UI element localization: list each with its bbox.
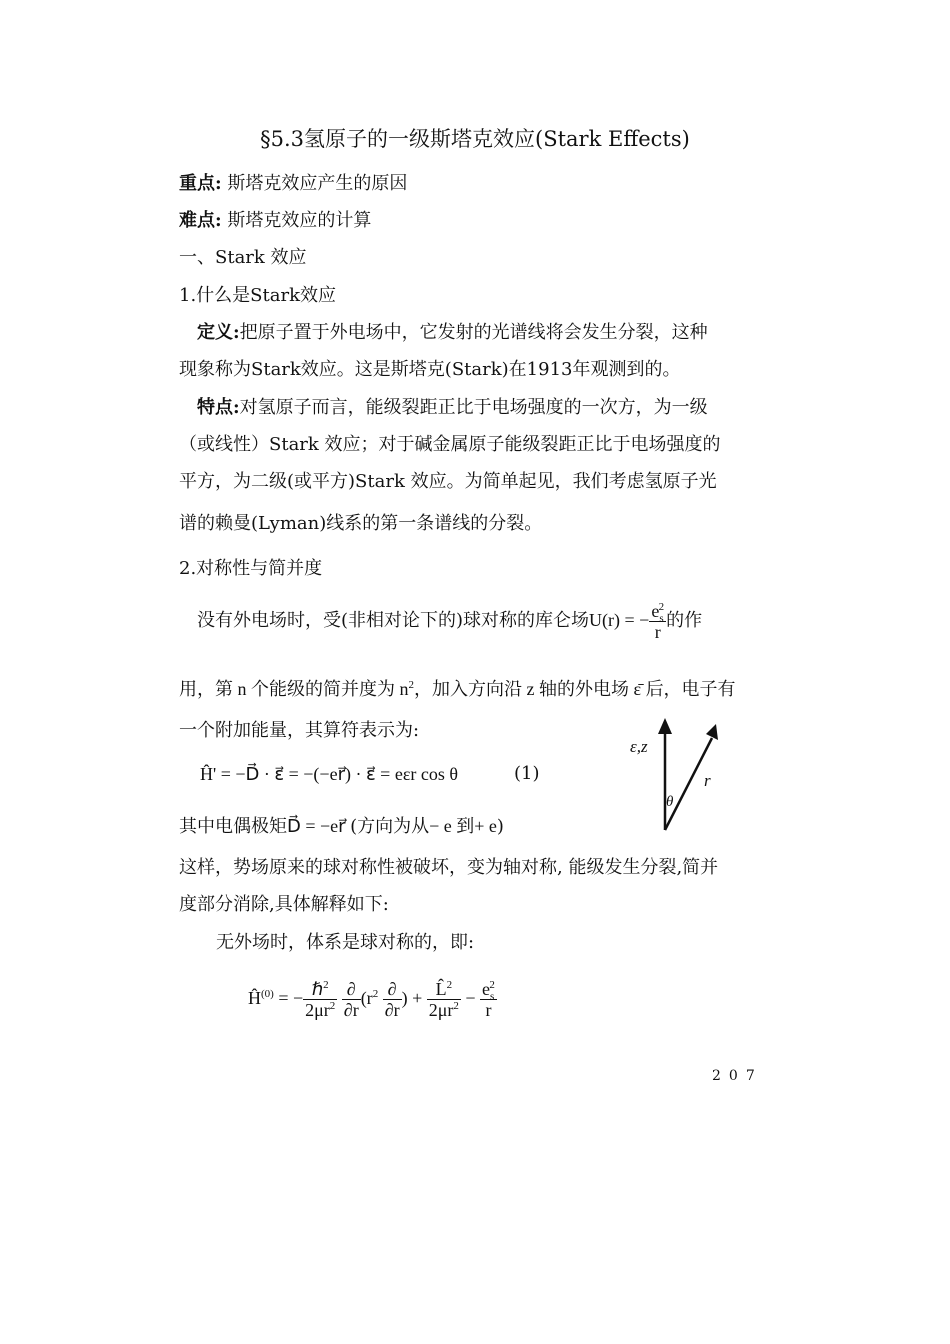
para2-line2-c: ，加入方向沿 [414,679,522,700]
coulomb-fraction: $\frac{e_s^2}{r}$ [651,600,665,642]
page-title: §5.3氢原子的一级斯塔克效应(Stark Effects) [260,127,690,151]
feature-text1: 对氢原子而言，能级裂距正比于电场强度的一次方，为一级 [239,397,708,418]
dipole-line [179,815,504,838]
definition-text1: 把原子置于外电场中，它发射的光谱线将会发生分裂，这种 [239,322,708,343]
symbol-n: n [233,679,251,699]
para4: 无外场时，体系是球对称的，即: [216,932,475,953]
symbol-minus-e: − e [429,816,457,836]
hamiltonian-equation: $Ĥ^{(0)}$ = − $\frac{\hbar^2}{2\mu r^2}$ $\frac{\partial}{\partial r}$ ($r^2$ $\frac{\partial}{\partial r}$ ) + $\frac{L̂^2}{2\mu r^2}$ − $\frac{e_s^2}{r}$ [248,979,495,1021]
key-point-line [179,173,407,195]
r-vector-arrowhead [706,724,718,740]
feature-label: 特点: [197,397,240,418]
para2-line2-b: 个能级的简并度为 [251,679,395,700]
para3-line2: 度部分消除,具体解释如下: [179,894,389,915]
z-axis-arrowhead [658,718,672,734]
vector-diagram [620,712,730,836]
page-number: 207 [712,1068,763,1084]
para2-line1 [197,598,702,643]
dipole-dir-close: ) [496,816,504,837]
feature-line1 [197,397,708,419]
definition-label: 定义: [197,322,240,343]
feature-line2: （或线性）Stark 效应；对于碱金属原子能级裂距正比于电场强度的 [179,434,721,455]
para2-line3: 一个附加能量，其算符表示为: [179,720,420,741]
equation-1: Ĥ' = −D⃗ · ε⃗ = −(−er⃗) · ε⃗ = eεr cos θ [200,764,458,784]
key-point-text: 斯塔克效应产生的原因 [227,173,408,194]
para2-line1-tail: 的作 [666,610,703,631]
diagram-label-r: r [704,771,711,790]
feature-line3: 平方，为二级(或平方)Stark 效应。为简单起见，我们考虑氢原子光 [179,471,717,492]
symbol-z: z [522,679,539,699]
definition-line1 [197,322,708,344]
sub1-heading: 1.什么是Stark效应 [179,285,336,306]
para2-line2-a: 用，第 [179,679,233,700]
para2-line2-d: 轴的外电场 [539,679,629,700]
para3-line1: 这样，势场原来的球对称性被破坏，变为轴对称, 能级发生分裂,简并 [179,857,719,878]
difficult-point-line [179,210,371,232]
difficult-point-text: 斯塔克效应的计算 [227,210,372,231]
equation-1-number: (1) [514,763,540,784]
section1-heading: 一、Stark 效应 [179,247,307,268]
dipole-formula: D⃗ = −er⃗ [287,816,351,836]
para2-line2-e: 后，电子有 [645,679,736,700]
para2-line1-text: 没有外电场时，受(非相对论下的)球对称的库仑场 [197,610,590,631]
dipole-dir-mid: 到 [456,816,475,837]
symbol-plus-e: + e [474,816,497,836]
dipole-text: 其中电偶极矩 [179,816,287,837]
coulomb-formula: U(r) = − [589,610,650,630]
feature-line4: 谱的赖曼(Lyman)线系的第一条谱线的分裂。 [179,513,543,534]
symbol-epsilon: ε̄ [629,679,646,699]
key-point-label: 重点: [179,173,222,194]
diagram-label-theta: θ [666,794,674,810]
difficult-point-label: 难点: [179,210,222,231]
definition-line2: 现象称为Stark效应。这是斯塔克(Stark)在1913年观测到的。 [179,359,681,380]
dipole-dir-open: (方向为从 [350,816,430,837]
para2-line2 [179,678,736,701]
symbol-n-squared: $n^2$ [395,679,414,699]
sub2-heading: 2.对称性与简并度 [179,558,323,579]
diagram-label-z: ε,z [630,737,648,756]
